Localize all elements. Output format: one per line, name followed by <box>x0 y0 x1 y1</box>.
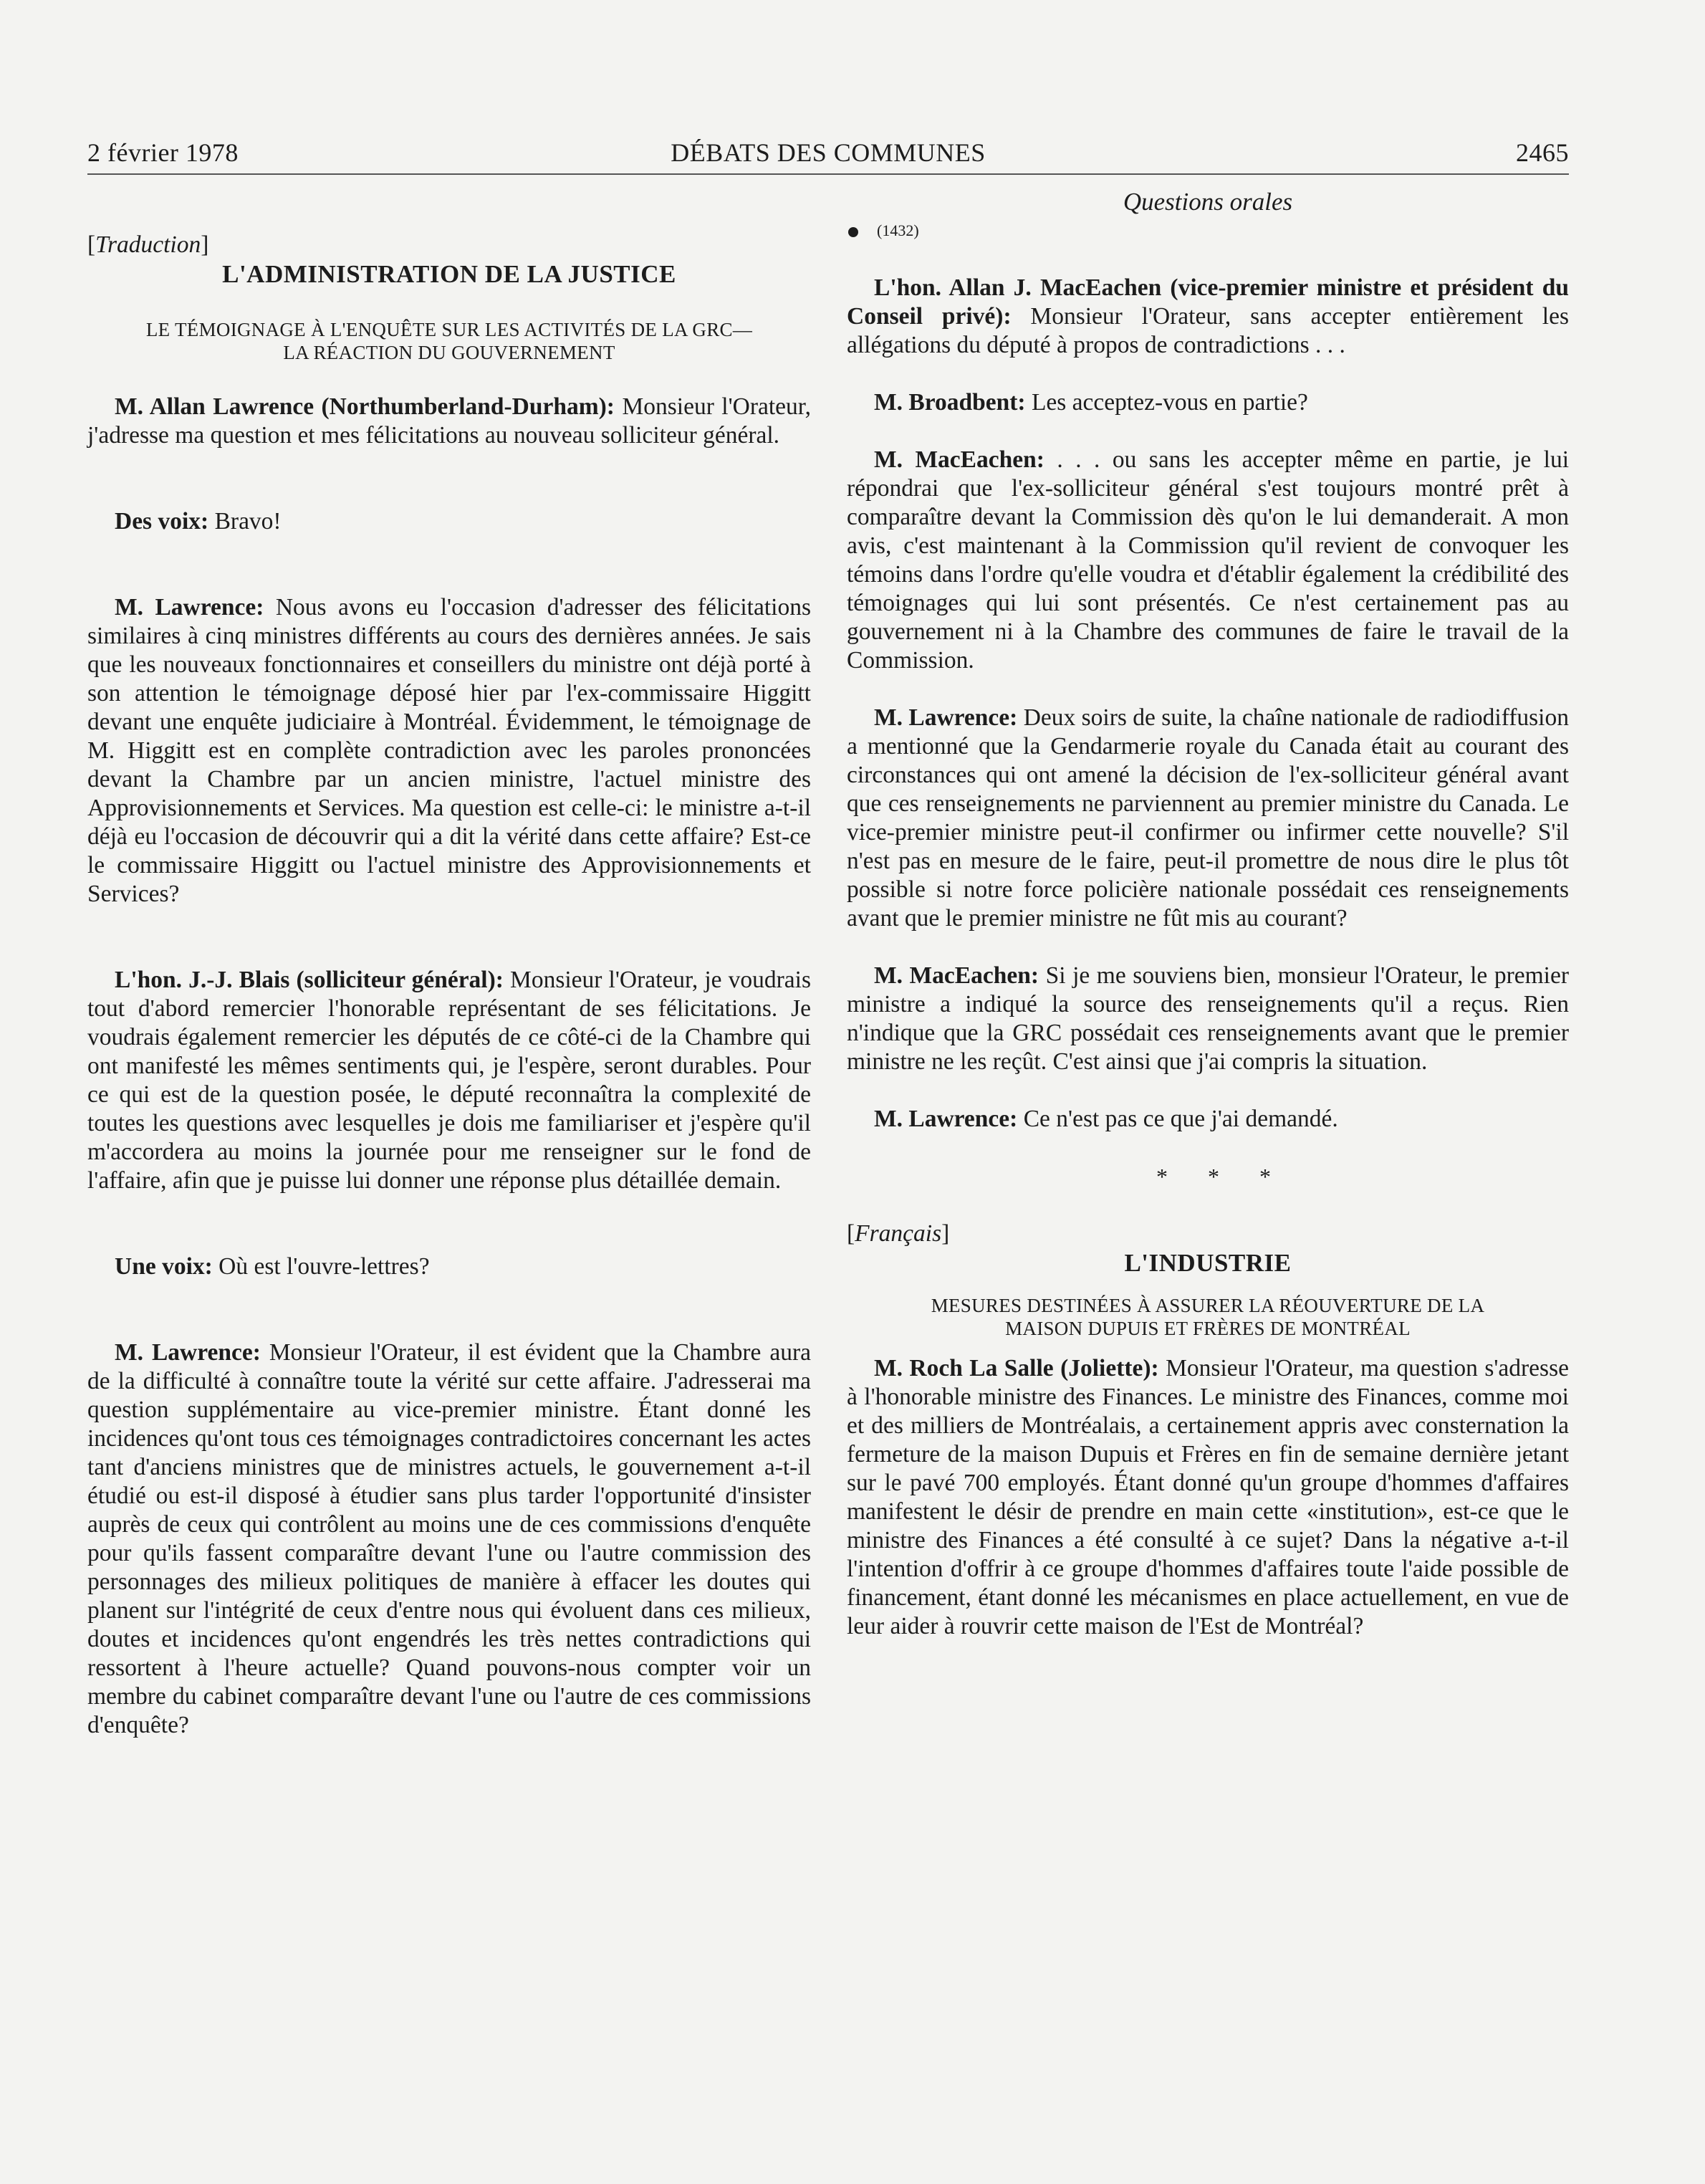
section-heading-industrie: L'INDUSTRIE <box>1124 1249 1292 1277</box>
right-column <box>847 188 1569 1641</box>
section-label-questions-orales: Questions orales <box>1123 188 1293 216</box>
french-note: [Français] <box>847 1220 950 1247</box>
speaker-name: Des voix: <box>115 508 209 535</box>
paragraph-maceachen-1: L'hon. Allan J. MacEachen (vice-premier ministre et président du Conseil privé): Monsieur l'Orateur, sans accepter entièrement les allégations du député à propos de contradictions . . . <box>847 274 1569 358</box>
paragraph-lawrence-2: M. Lawrence: Nous avons eu l'occasion d'adresser des félicitations similaires à cinq ministres différents au cours des dernières années. Je sais que les nouveaux fonctionnaires et conseillers du ministre ont déjà porté à son attention le témoignage déposé hier par l'ex-commissaire Higgitt devant une enquête judiciaire à Montréal. Évidemment, le témoignage de M. Higgitt est en complète contradiction avec les paroles prononcées devant la Chambre par un ancien ministre, l'actuel ministre des Approvisionnements et Services. Ma question est celle-ci: le ministre a-t-il déjà eu l'occasion de découvrir qui a dit la vérité dans cette affaire? Est-ce le commissaire Higgitt ou l'actuel ministre des Approvisionnements et Services? <box>87 594 811 907</box>
speaker-name: M. Lawrence: <box>115 1339 261 1366</box>
speaker-name: M. Roch La Salle (Joliette): <box>874 1355 1159 1381</box>
speaker-name: M. Lawrence: <box>874 704 1018 731</box>
header-page-number: 2465 <box>1516 138 1569 167</box>
left-column <box>87 188 811 1740</box>
paragraph-broadbent: M. Broadbent: Les acceptez-vous en partie? <box>874 389 1308 416</box>
subheading-line-1: LE TÉMOIGNAGE À L'ENQUÊTE SUR LES ACTIVITÉS DE LA GRC— <box>145 319 753 340</box>
page-header <box>87 135 1569 175</box>
section-heading-justice: L'ADMINISTRATION DE LA JUSTICE <box>222 260 676 288</box>
paragraph-lawrence-1: M. Allan Lawrence (Northumberland-Durham): Monsieur l'Orateur, j'adresse ma question et mes félicitations au nouveau solliciteur général. <box>87 393 811 449</box>
speaker-name: M. MacEachen: <box>874 962 1039 989</box>
paragraph-des-voix: Des voix: Bravo! <box>115 508 282 535</box>
paragraph-maceachen-3: M. MacEachen: Si je me souviens bien, monsieur l'Orateur, le premier ministre a indiqué la source des renseignements qu'il a reçus. Rien n'indique que la GRC possédait ces renseignements avant que le premier ministre ne les reçût. C'est ainsi que j'ai compris la situation. <box>847 962 1569 1075</box>
speaker-name: M. Allan Lawrence (Northumberland-Durham): <box>115 393 615 420</box>
paragraph-une-voix: Une voix: Où est l'ouvre-lettres? <box>115 1253 430 1280</box>
subheading-line-1: MESURES DESTINÉES À ASSURER LA RÉOUVERTURE DE LA <box>931 1295 1485 1316</box>
speaker-name: L'hon. J.-J. Blais (solliciteur général): <box>115 967 504 993</box>
section-separator-stars: * * * <box>1156 1164 1288 1189</box>
speaker-name: L'hon. Allan J. MacEachen (vice-premier ministre et président du Conseil privé): <box>847 274 1569 330</box>
header-date: 2 février 1978 <box>87 138 239 167</box>
paragraph-lawrence-5: M. Lawrence: Ce n'est pas ce que j'ai demandé. <box>874 1106 1338 1132</box>
paragraph-lawrence-3: M. Lawrence: Monsieur l'Orateur, il est évident que la Chambre aura de la difficulté à connaître toute la vérité sur cette affaire. J'adresserai ma question supplémentaire au vice-premier ministre. Étant donné les incidences qu'ont tous ces témoignages contradictoires concernant les actes tant d'anciens ministres que de ministres actuels, le gouvernement a-t-il étudié ou est-il disposé à étudier sans plus tarder l'opportunité d'insister auprès de ceux qui contrôlent au moins une de ces commissions d'enquête pour qu'ils fassent comparaître devant l'une ou l'autre commission des personnages des milieux politiques de manière à effacer les doutes qui planent sur l'intégrité de ceux d'entre nous qui évoluent dans ces milieux, doutes et incidences qu'ont engendrés les très nettes contradictions qui ressortent à l'heure actuelle? Quand pouvons-nous compter voir un membre du cabinet comparaître devant l'une ou l'autre de ces commissions d'enquête? <box>87 1339 811 1738</box>
paragraph-maceachen-2: M. MacEachen: . . . ou sans les accepter même en partie, je lui répondrai que l'ex-solliciteur général s'est toujours montré prêt à comparaître devant la Commission dès qu'on le lui demanderait. A mon avis, c'est maintenant à la Commission qu'il revient de convoquer les témoins dans l'ordre qu'elle voudra et d'établir également la crédibilité des témoignages qui lui sont présentés. Ce n'est certainement pas au gouvernement ni à la Chambre des communes de faire le travail de la Commission. <box>847 446 1570 674</box>
speaker-name: Une voix: <box>115 1253 213 1280</box>
speaker-name: M. Lawrence: <box>874 1106 1018 1132</box>
speaker-name: M. Broadbent: <box>874 389 1026 416</box>
paragraph-blais: L'hon. J.-J. Blais (solliciteur général): Monsieur l'Orateur, je voudrais tout d'abord remercier l'honorable représentant de ses félicitations. Je voudrais également remercier les députés de ce côté-ci de la Chambre qui ont manifesté les mêmes sentiments qui, je l'espère, seront durables. Pour ce qui est de la question posée, le député reconnaîtra la complexité de toutes les questions avec lesquelles je dois me familiariser et j'espère qu'il m'accordera au moins la journée pour me renseigner sur le fond de l'affaire, afin que je puisse lui donner une réponse plus détaillée demain. <box>87 967 811 1194</box>
paragraph-la-salle: M. Roch La Salle (Joliette): Monsieur l'Orateur, ma question s'adresse à l'honorable ministre des Finances. Le ministre des Finances, comme moi et des milliers de Montréalais, a certainement appris avec consternation la fermeture de la maison Dupuis et Frères en fin de semaine dernière jetant sur le pavé 700 employés. Étant donné qu'un groupe d'hommes d'affaires manifestent le désir de prendre en main cette «institution», est-ce que le ministre des Finances a été consulté à ce sujet? Dans la négative a-t-il l'intention d'offrir à ce groupe d'hommes d'affaires toute l'aide possible de financement, étant donné les mécanismes en place actuellement, en vue de leur aider à rouvrir cette maison de l'Est de Montréal? <box>847 1355 1569 1639</box>
translation-note: [Traduction] <box>87 231 209 258</box>
timestamp: (1432) <box>847 216 1569 245</box>
subheading-line-2: LA RÉACTION DU GOUVERNEMENT <box>283 342 615 363</box>
paragraph-lawrence-4: M. Lawrence: Deux soirs de suite, la chaîne nationale de radiodiffusion a mentionné que la Gendarmerie royale du Canada était au courant des circonstances qui ont amené la décision de l'ex-solliciteur général avant que ces renseignements ne parviennent au premier ministre du Canada. Le vice-premier ministre peut-il confirmer ou infirmer cette nouvelle? S'il n'est pas en mesure de le faire, peut-il promettre de nous dire le plus tôt possible si notre force policière nationale possédait ces renseignements avant que le premier ministre ne fût mis au courant? <box>847 704 1569 931</box>
speaker-name: M. MacEachen: <box>874 446 1044 473</box>
bullet-icon <box>848 227 858 237</box>
speaker-name: M. Lawrence: <box>115 594 264 621</box>
header-title: DÉBATS DES COMMUNES <box>671 138 986 167</box>
subheading-line-2: MAISON DUPUIS ET FRÈRES DE MONTRÉAL <box>1005 1318 1411 1339</box>
